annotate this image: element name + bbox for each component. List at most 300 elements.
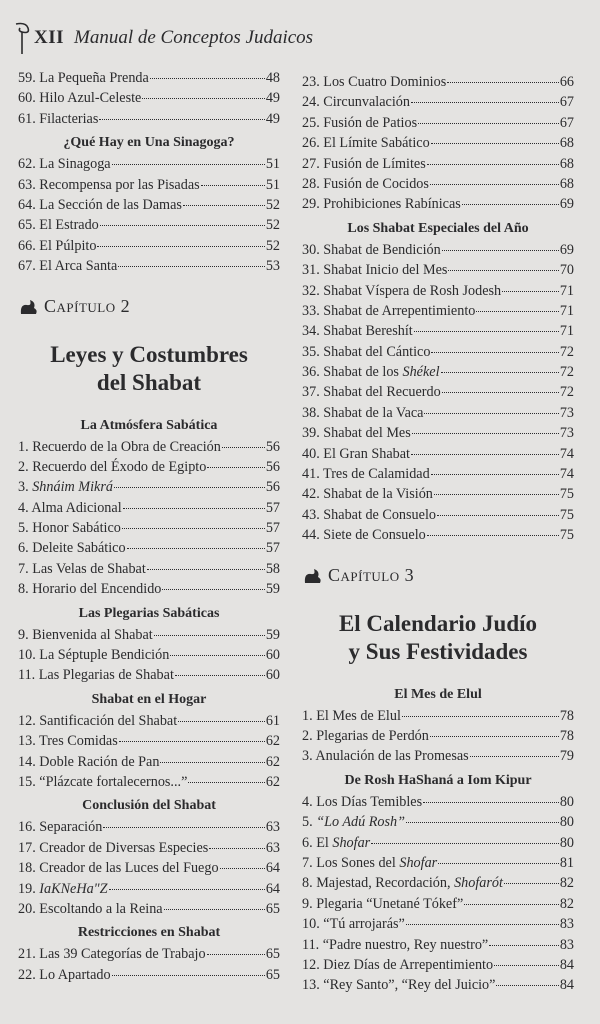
dot-leader <box>411 102 559 103</box>
toc-entry <box>302 505 574 525</box>
entry-label <box>302 812 405 832</box>
dot-leader <box>462 204 559 205</box>
dot-leader <box>438 863 559 864</box>
entry-label: 3. Anulación de las Promesas <box>302 748 469 765</box>
dot-leader <box>201 185 265 186</box>
dot-leader <box>154 635 265 636</box>
chapter-label: Capítulo 3 <box>328 565 415 586</box>
entry-page-number: 62 <box>265 733 280 750</box>
entry-label: 2. Plegarias de Perdón <box>302 727 429 744</box>
entry-label: 13. “Rey Santo”, “Rey del Juicio” <box>302 977 496 994</box>
entry-page-number: 78 <box>559 707 574 724</box>
dot-leader <box>162 589 264 590</box>
entry-page-number: 81 <box>559 854 574 871</box>
toc-entry <box>18 965 280 985</box>
entry-label: 63. Recompensa por las Pisadas <box>18 176 200 193</box>
dot-leader <box>448 270 558 271</box>
entry-group <box>302 240 574 546</box>
dot-leader <box>147 569 265 570</box>
entry-page-number: 74 <box>559 445 574 462</box>
entry-page-number: 75 <box>559 527 574 544</box>
dot-leader <box>418 123 559 124</box>
entry-page-number: 80 <box>559 793 574 810</box>
dot-leader <box>119 741 265 742</box>
toc-entry <box>302 362 574 382</box>
entry-number: 36. Shabat de los <box>302 364 403 381</box>
entry-page-number: 75 <box>559 506 574 523</box>
toc-entry <box>302 260 574 280</box>
entry-label: 14. Doble Ración de Pan <box>18 753 160 770</box>
entry-label: 17. Creador de Diversas Especies <box>18 839 209 856</box>
toc-entry <box>302 301 574 321</box>
entry-page-number: 62 <box>265 753 280 770</box>
toc-entry <box>302 342 574 362</box>
entry-label <box>302 873 503 893</box>
entry-label: 38. Shabat de la Vaca <box>302 404 424 421</box>
entry-page-number: 66 <box>559 74 574 90</box>
entry-page-number: 62 <box>265 773 280 790</box>
toc-entry <box>18 498 280 518</box>
entry-label: 5. Honor Sabático <box>18 520 121 537</box>
toc-entry <box>18 665 280 685</box>
toc-entry <box>18 944 280 964</box>
dot-leader <box>123 508 265 509</box>
entry-page-number: 65 <box>265 946 280 963</box>
entry-label: 22. Lo Apartado <box>18 966 111 983</box>
entry-number: 5. <box>302 814 317 831</box>
dot-leader <box>494 965 559 966</box>
section-heading: De Rosh HaShaná a Iom Kipur <box>344 772 532 788</box>
ornament-icon <box>18 296 40 318</box>
toc-entry <box>18 858 280 878</box>
toc-entry <box>302 403 574 423</box>
dot-leader <box>434 494 559 495</box>
toc-entry <box>18 559 280 579</box>
dot-leader <box>402 716 559 717</box>
toc-entry <box>302 525 574 545</box>
toc-entry <box>302 833 574 853</box>
dot-leader <box>178 721 265 722</box>
entry-label: 64. La Sección de las Damas <box>18 196 182 213</box>
toc-entry <box>18 772 280 792</box>
entry-label: 40. El Gran Shabat <box>302 445 410 462</box>
dot-leader <box>112 975 265 976</box>
entry-page-number: 71 <box>559 282 574 299</box>
entry-page-number: 52 <box>265 237 280 254</box>
toc-entry <box>18 625 280 645</box>
entry-group <box>18 817 280 919</box>
entry-page-number: 65 <box>265 900 280 917</box>
toc-entry <box>18 838 280 858</box>
toc-entry <box>18 879 280 899</box>
entry-label: 16. Separación <box>18 819 103 836</box>
chapter-title-line: del Shabat <box>96 369 202 395</box>
toc-entry <box>302 484 574 504</box>
toc-entry <box>18 236 280 256</box>
section-heading: La Atmósfera Sabática <box>80 417 218 433</box>
running-title: Manual de Conceptos Judaicos <box>74 27 314 48</box>
entry-page-number: 83 <box>559 936 574 953</box>
entry-label: 60. Hilo Azul-Celeste <box>18 90 142 107</box>
dot-leader <box>188 782 264 783</box>
entry-page-number: 49 <box>265 90 280 107</box>
entry-page-number: 48 <box>265 70 280 86</box>
entry-page-number: 58 <box>265 560 280 577</box>
entry-page-number: 51 <box>265 156 280 173</box>
dot-leader <box>431 352 558 353</box>
entry-page-number: 60 <box>265 647 280 664</box>
entry-label: 35. Shabat del Cántico <box>302 343 431 360</box>
dot-leader <box>489 945 559 946</box>
chapter-title-line: y Sus Festividades <box>348 638 528 664</box>
scroll-ornament-icon <box>12 20 32 56</box>
toc-entry <box>302 464 574 484</box>
entry-page-number: 68 <box>559 175 574 192</box>
dot-leader <box>441 372 559 373</box>
entry-label: 2. Recuerdo del Éxodo de Egipto <box>18 458 207 475</box>
dot-leader <box>371 843 559 844</box>
section-heading: Conclusión del Shabat <box>82 798 216 814</box>
entry-label <box>18 879 108 899</box>
dot-leader <box>496 985 558 986</box>
dot-leader <box>423 802 559 803</box>
toc-entry <box>302 423 574 443</box>
dot-leader <box>430 736 559 737</box>
entry-italic-term: Shofarót <box>454 875 503 892</box>
chapter-heading <box>302 562 574 590</box>
entry-group <box>302 72 574 215</box>
entry-page-number: 72 <box>559 343 574 360</box>
toc-entry <box>18 817 280 837</box>
toc-entry <box>302 321 574 341</box>
entry-label: 33. Shabat de Arrepentimiento <box>302 302 476 319</box>
entry-italic-term: Shnáim Mikrá <box>32 479 113 496</box>
dot-leader <box>464 904 559 905</box>
entry-label: 4. Alma Adicional <box>18 499 122 516</box>
dot-leader <box>100 225 265 226</box>
entry-group <box>18 711 280 793</box>
toc-entry <box>302 955 574 975</box>
entry-page-number: 83 <box>559 916 574 933</box>
entry-label: 11. “Padre nuestro, Rey nuestro” <box>302 936 489 953</box>
entry-page-number: 82 <box>559 875 574 892</box>
entry-label: 1. Recuerdo de la Obra de Creación <box>18 438 221 455</box>
toc-entry <box>18 711 280 731</box>
dot-leader <box>207 467 264 468</box>
entry-page-number: 84 <box>559 977 574 994</box>
entry-label <box>302 362 440 382</box>
toc-entry <box>302 853 574 873</box>
entry-group <box>302 792 574 996</box>
left-column <box>18 68 280 985</box>
toc-entry <box>18 899 280 919</box>
entry-label <box>18 477 113 497</box>
entry-label: 26. El Límite Sabático <box>302 135 430 152</box>
entry-page-number: 73 <box>559 404 574 421</box>
dot-leader <box>442 392 559 393</box>
dot-leader <box>150 78 265 79</box>
dot-leader <box>430 184 559 185</box>
dot-leader <box>447 82 559 83</box>
toc-entry <box>302 726 574 746</box>
entry-page-number: 57 <box>265 540 280 557</box>
entry-label: 13. Tres Comidas <box>18 733 118 750</box>
entry-label: 20. Escoltando a la Reina <box>18 900 163 917</box>
entry-page-number: 67 <box>559 114 574 131</box>
toc-entry <box>302 240 574 260</box>
entry-page-number: 57 <box>265 520 280 537</box>
toc-entry <box>302 133 574 153</box>
toc-entry <box>18 518 280 538</box>
chapter-label: Capítulo 2 <box>44 296 131 317</box>
dot-leader <box>175 675 265 676</box>
entry-number: 19. <box>18 880 40 897</box>
toc-entry <box>302 92 574 112</box>
entry-label: 44. Siete de Consuelo <box>302 527 426 544</box>
entry-label: 41. Tres de Calamidad <box>302 466 430 483</box>
toc-entry <box>18 477 280 497</box>
entry-label <box>302 833 370 853</box>
section-heading: ¿Qué Hay en Una Sinagoga? <box>63 135 235 151</box>
section-heading: Shabat en el Hogar <box>91 691 207 707</box>
dot-leader <box>127 548 265 549</box>
entry-group <box>18 625 280 686</box>
entry-page-number: 80 <box>559 834 574 851</box>
entry-page-number: 68 <box>559 155 574 172</box>
entry-page-number: 63 <box>265 819 280 836</box>
entry-label: 66. El Púlpito <box>18 237 97 254</box>
entry-label: 23. Los Cuatro Dominios <box>302 74 447 90</box>
dot-leader <box>222 447 265 448</box>
toc-entry <box>18 88 280 108</box>
entry-page-number: 51 <box>265 176 280 193</box>
entry-label: 25. Fusión de Patios <box>302 114 418 131</box>
dot-leader <box>412 433 559 434</box>
entry-label: 28. Fusión de Cocidos <box>302 175 429 192</box>
entry-label: 9. Plegaria “Unetané Tókef” <box>302 895 464 912</box>
entry-page-number: 67 <box>559 94 574 111</box>
toc-entry <box>302 746 574 766</box>
dot-leader <box>406 822 559 823</box>
entry-label: 27. Fusión de Límites <box>302 155 426 172</box>
toc-entry <box>302 873 574 893</box>
entry-label: 65. El Estrado <box>18 217 99 234</box>
entry-page-number: 73 <box>559 425 574 442</box>
entry-group <box>18 944 280 985</box>
toc-entry <box>302 444 574 464</box>
entry-label: 12. Santificación del Shabat <box>18 712 178 729</box>
entry-page-number: 60 <box>265 667 280 684</box>
dot-leader <box>207 954 265 955</box>
dot-leader <box>427 164 559 165</box>
entry-page-number: 59 <box>265 626 280 643</box>
entry-label: 59. La Pequeña Prenda <box>18 70 149 86</box>
entry-page-number: 80 <box>559 814 574 831</box>
entry-italic-term: Shofar <box>399 854 438 871</box>
dot-leader <box>220 868 265 869</box>
entry-page-number: 68 <box>559 135 574 152</box>
toc-entry <box>18 645 280 665</box>
entry-label: 12. Diez Días de Arrepentimiento <box>302 956 494 973</box>
dot-leader <box>164 909 265 910</box>
dot-leader <box>112 164 265 165</box>
dot-leader <box>442 250 559 251</box>
entry-page-number: 61 <box>265 712 280 729</box>
toc-entry <box>302 975 574 995</box>
toc-entry <box>302 792 574 812</box>
section-heading: El Mes de Elul <box>394 686 482 702</box>
dot-leader <box>424 413 558 414</box>
dot-leader <box>103 827 265 828</box>
entry-page-number: 69 <box>559 241 574 258</box>
entry-page-number: 57 <box>265 499 280 516</box>
entry-page-number: 72 <box>559 384 574 401</box>
entry-page-number: 82 <box>559 895 574 912</box>
dot-leader <box>476 311 558 312</box>
entry-label: 67. El Arca Santa <box>18 258 118 275</box>
entry-label: 8. Horario del Encendido <box>18 581 162 598</box>
entry-italic-term: Shofar <box>332 834 371 851</box>
toc-entry <box>18 437 280 457</box>
entry-label: 1. El Mes de Elul <box>302 707 401 724</box>
entry-page-number: 52 <box>265 217 280 234</box>
entry-label: 42. Shabat de la Visión <box>302 486 433 503</box>
toc-entry <box>18 195 280 215</box>
toc-entry <box>302 194 574 214</box>
entry-page-number: 64 <box>265 880 280 897</box>
entry-label: 61. Filacterias <box>18 110 99 127</box>
toc-entry <box>18 731 280 751</box>
dot-leader <box>114 487 265 488</box>
chapter-title <box>18 341 280 397</box>
toc-entry <box>18 68 280 88</box>
chapter-heading <box>18 293 280 321</box>
entry-page-number: 71 <box>559 323 574 340</box>
entry-group <box>18 437 280 600</box>
dot-leader <box>411 454 559 455</box>
dot-leader <box>470 756 559 757</box>
dot-leader <box>183 205 265 206</box>
entry-page-number: 71 <box>559 302 574 319</box>
dot-leader <box>427 535 559 536</box>
entry-page-number: 72 <box>559 364 574 381</box>
toc-entry <box>18 256 280 276</box>
dot-leader <box>437 515 559 516</box>
dot-leader <box>99 119 264 120</box>
dot-leader <box>109 889 265 890</box>
entry-page-number: 52 <box>265 196 280 213</box>
entry-page-number: 63 <box>265 839 280 856</box>
entry-page-number: 78 <box>559 727 574 744</box>
toc-entry <box>302 706 574 726</box>
entry-label: 37. Shabat del Recuerdo <box>302 384 441 401</box>
entry-italic-term: Shékel <box>402 364 440 381</box>
dot-leader <box>431 143 559 144</box>
section-heading: Restricciones en Shabat <box>77 925 221 941</box>
chapter-title-line: El Calendario Judío <box>338 610 538 636</box>
entry-label: 32. Shabat Víspera de Rosh Jodesh <box>302 282 502 299</box>
entry-page-number: 64 <box>265 860 280 877</box>
entry-italic-term: “Lo Adú Rosh” <box>316 814 406 831</box>
entry-page-number: 56 <box>265 438 280 455</box>
toc-entry <box>18 154 280 174</box>
entry-label: 4. Los Días Temibles <box>302 793 423 810</box>
entry-label <box>302 853 437 873</box>
entry-label: 10. La Séptuple Bendición <box>18 647 170 664</box>
entry-group <box>302 706 574 767</box>
entry-group <box>18 68 280 129</box>
ornament-icon <box>302 565 324 587</box>
entry-page-number: 69 <box>559 196 574 213</box>
entry-label: 31. Shabat Inicio del Mes <box>302 262 448 279</box>
entry-label: 9. Bienvenida al Shabat <box>18 626 153 643</box>
dot-leader <box>122 528 265 529</box>
entry-page-number: 70 <box>559 262 574 279</box>
toc-entry <box>18 457 280 477</box>
dot-leader <box>118 266 265 267</box>
toc-entry <box>18 752 280 772</box>
toc-entry <box>302 174 574 194</box>
page-number: XII <box>34 27 65 48</box>
dot-leader <box>414 331 559 332</box>
entry-label: 43. Shabat de Consuelo <box>302 506 436 523</box>
entry-page-number: 59 <box>265 581 280 598</box>
entry-label: 11. Las Plegarias de Shabat <box>18 667 174 684</box>
entry-number: 6. El <box>302 834 333 851</box>
entry-label: 21. Las 39 Categorías de Trabajo <box>18 946 206 963</box>
entry-page-number: 56 <box>265 479 280 496</box>
toc-entry <box>18 579 280 599</box>
entry-italic-term: IaKNeHa"Z <box>39 880 108 897</box>
entry-page-number: 84 <box>559 956 574 973</box>
entry-label: 10. “Tú arrojarás” <box>302 916 405 933</box>
entry-label: 34. Shabat Bereshít <box>302 323 413 340</box>
dot-leader <box>502 291 559 292</box>
toc-entry <box>302 72 574 92</box>
entry-group <box>18 154 280 276</box>
entry-label: 15. “Plázcate fortalecernos...” <box>18 773 188 790</box>
dot-leader <box>142 98 264 99</box>
entry-label: 18. Creador de las Luces del Fuego <box>18 860 219 877</box>
entry-page-number: 75 <box>559 486 574 503</box>
chapter-title <box>302 610 574 666</box>
toc-entry <box>18 109 280 129</box>
entry-label: 30. Shabat de Bendición <box>302 241 441 258</box>
entry-number: 3. <box>18 479 33 496</box>
entry-label: 7. Las Velas de Shabat <box>18 560 146 577</box>
chapter-title-line: Leyes y Costumbres <box>50 341 248 367</box>
entry-page-number: 53 <box>265 258 280 275</box>
entry-page-number: 79 <box>559 748 574 765</box>
section-heading: Los Shabat Especiales del Año <box>347 220 529 236</box>
entry-number: 7. Los Sones del <box>302 854 400 871</box>
entry-page-number: 49 <box>265 110 280 127</box>
right-column <box>302 72 574 996</box>
dot-leader <box>406 924 559 925</box>
entry-page-number: 56 <box>265 458 280 475</box>
entry-page-number: 74 <box>559 466 574 483</box>
toc-entry <box>302 914 574 934</box>
entry-label: 6. Deleite Sabático <box>18 540 126 557</box>
toc-entry <box>18 175 280 195</box>
dot-leader <box>431 474 559 475</box>
toc-entry <box>302 382 574 402</box>
entry-label: 62. La Sinagoga <box>18 156 111 173</box>
toc-entry <box>302 935 574 955</box>
toc-entry <box>302 812 574 832</box>
dot-leader <box>209 848 265 849</box>
entry-label: 39. Shabat del Mes <box>302 425 411 442</box>
